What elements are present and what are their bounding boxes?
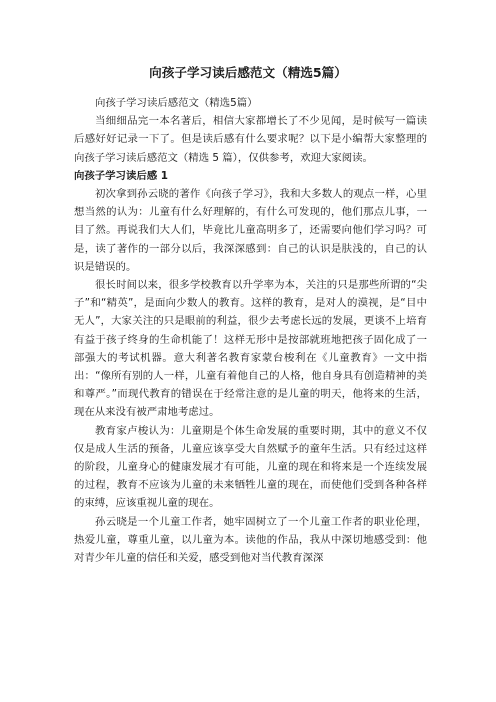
intro-paragraph: 当细细品完一本名著后，相信大家都增长了不少见闻，是时候写一篇读后感好好记录一下了。但是读后感有什么要求呢？以下是小编帮大家整理的向孩子学习读后感范文（精选 5 篇），仅供参考，欢迎大家阅读。 <box>74 115 427 164</box>
body-paragraph: 初次拿到孙云晓的著作《向孩子学习》，我和大多数人的观点一样，心里想当然的认为：儿童有什么好理解的，有什么可发现的，他们那点儿事，一目了然。再说我们大人们，毕竟比儿童高明多了，还需要向他们学习吗？可是，读了著作的一部分以后，我深深感到：自己的认识是肤浅的，自己的认识是错误的。 <box>74 188 427 273</box>
document-subtitle: 向孩子学习读后感范文（精选5篇） <box>95 97 258 109</box>
body-paragraph: 很长时间以来，很多学校教育以升学率为本，关注的只是那些所谓的“尖子”和“精英”，是面向少数人的教育。这样的教育，是对人的漠视，是“目中无人”，大家关注的只是眼前的利益，很少去考虑长远的发展，更谈不上培育有益于孩子终身的生命机能了！这样无形中是按部就班地把孩子固化成了一部强大的考试机器。意大利著名教育家蒙台梭利在《儿童教育》一文中指出：“像所有别的人一样，儿童有着他自己的人格，他自身具有创造精神的美和尊严。”而现代教育的错误在于经常注意的是儿童的明天，他将来的生活，现在从来没有被严肃地考虑过。 <box>74 279 427 419</box>
body-paragraph: 孙云晓是一个儿童工作者，她牢固树立了一个儿童工作者的职业伦理，热爱儿童，尊重儿童，以儿童为本。读他的作品，我从中深切地感受到：他对青少年儿童的信任和关爱，感受到他对当代教育深深 <box>74 515 427 565</box>
body-paragraph: 教育家卢梭认为：儿童期是个体生命发展的重要时期，其中的意义不仅仅是成人生活的预备，儿童应该享受大自然赋予的童年生活。只有经过这样的阶段，儿童身心的健康发展才有可能，儿童的现在和将来是一个连续发展的过程，教育不应该为儿童的未来牺牲儿童的现在，而使他们受到各种各样的束缚，应该重视儿童的现在。 <box>74 424 427 510</box>
document-body <box>74 94 427 567</box>
document-title: 向孩子学习读后感范文（精选5篇） <box>149 65 347 80</box>
section-heading: 向孩子学习读后感 1 <box>74 169 168 182</box>
